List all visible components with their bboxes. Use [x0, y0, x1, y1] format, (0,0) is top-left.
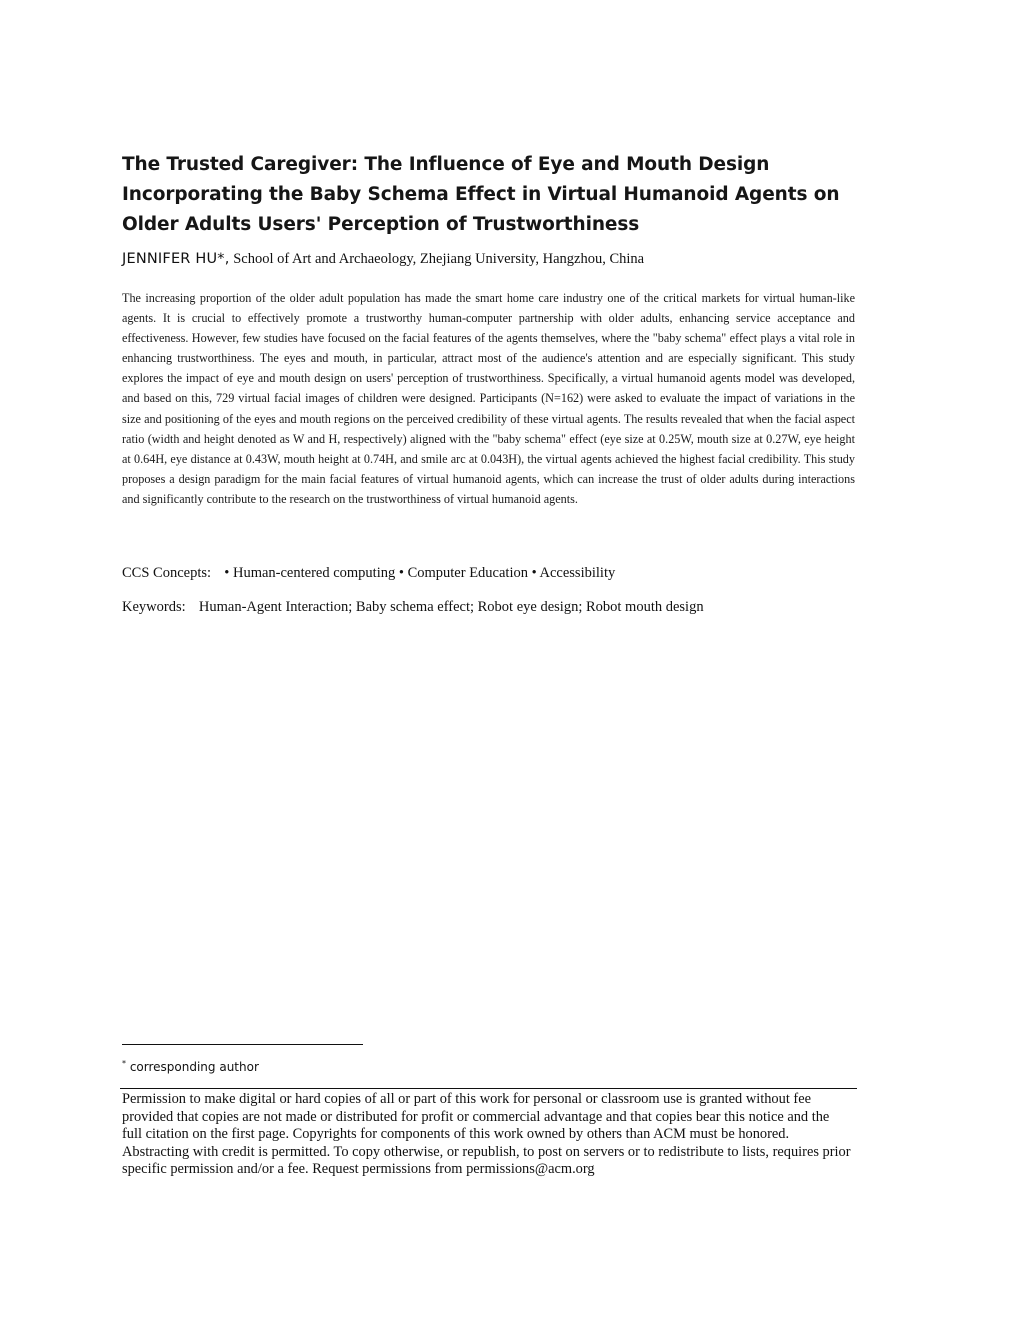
footnote-divider [122, 1044, 363, 1045]
ccs-item: • Computer Education [398, 565, 528, 581]
ccs-concepts [122, 562, 862, 584]
footnote-mark: * [122, 1059, 126, 1068]
paper-title: The Trusted Caregiver: The Influence of Eye and Mouth Design Incorporating the Baby Schema Effect in Virtual Humanoid Agents on Older Adults Users' Perception of Trustworthiness [122, 154, 840, 235]
ccs-item: • Human-centered computing [224, 565, 396, 581]
permission-divider [120, 1088, 857, 1089]
keywords-text: Human-Agent Interaction; Baby schema effect; Robot eye design; Robot mouth design [198, 599, 704, 615]
author-affiliation: School of Art and Archaeology, Zhejiang University, Hangzhou, China [233, 251, 645, 267]
author-name: JENNIFER HU*, [122, 251, 230, 267]
permission-notice: Permission to make digital or hard copies of all or part of this work for personal or classroom use is granted without fee provided that copies are not made or distributed for profit or commercial advantage and that copies bear this notice and the full citation on the first page. Copyrights for components of this work owned by others than ACM must be honored. Abstracting with credit is permitted. To copy otherwise, or republish, to post on servers or to redistribute to lists, requires prior specific permission and/or a fee. Request permissions from permissions@acm.org [122, 1091, 851, 1178]
author-line [122, 248, 862, 270]
keywords [122, 596, 862, 618]
ccs-item: • Accessibility [531, 565, 616, 581]
ccs-label: CCS Concepts: [122, 565, 212, 581]
keywords-label: Keywords: [122, 599, 186, 615]
footnote [122, 1054, 259, 1077]
footnote-text: corresponding author [129, 1060, 259, 1074]
abstract: The increasing proportion of the older adult population has made the smart home care industry one of the critical markets for virtual human-like agents. It is crucial to effectively promote a trustworthy human-computer partnership with older adults, enhancing service acceptance and effectiveness. However, few studies have focused on the facial features of the agents themselves, where the "baby schema" effect plays a vital role in enhancing trustworthiness. The eyes and mouth, in particular, attract most of the audience's attention and are especially significant. This study explores the impact of eye and mouth design on users' perception of trustworthiness. Specifically, a virtual humanoid agents model was developed, and based on this, 729 virtual facial images of children were designed. Participants (N=162) were asked to evaluate the impact of variations in the size and positioning of the eyes and mouth regions on the perceived credibility of these virtual agents. The results revealed that when the facial aspect ratio (width and height denoted as W and H, respectively) aligned with the "baby schema" effect (eye size at 0.25W, mouth size at 0.27W, eye height at 0.64H, eye distance at 0.43W, mouth height at 0.74H, and smile arc at 0.043H), the virtual agents achieved the highest facial credibility. This study proposes a design paradigm for the main facial features of virtual humanoid agents, which can increase the trust of older adults during interactions and significantly contribute to the research on the trustworthiness of virtual humanoid agents. [122, 291, 855, 506]
